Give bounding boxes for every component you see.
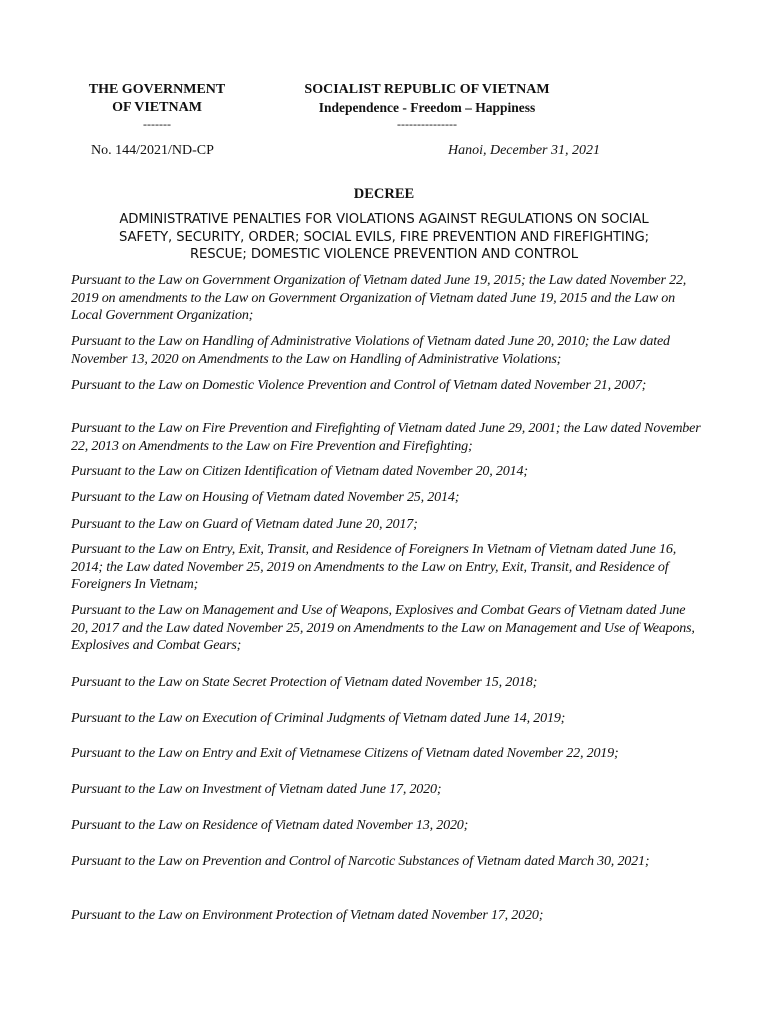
preamble-paragraph: Pursuant to the Law on Execution of Criminal Judgments of Vietnam dated June 14, 2019; [71, 710, 566, 726]
country-name: SOCIALIST REPUBLIC OF VIETNAM [304, 82, 550, 97]
preamble-paragraph: Pursuant to the Law on Housing of Vietnam dated November 25, 2014; [71, 489, 460, 505]
national-title-block [272, 81, 582, 131]
preamble-paragraph: Pursuant to the Law on State Secret Protection of Vietnam dated November 15, 2018; [71, 674, 538, 690]
document-number: No. 144/2021/ND-CP [91, 143, 214, 158]
decree-subtitle-line: ADMINISTRATIVE PENALTIES FOR VIOLATIONS AGAINST REGULATIONS ON SOCIAL [119, 212, 649, 227]
decree-subtitle-line: SAFETY, SECURITY, ORDER; SOCIAL EVILS, FIRE PREVENTION AND FIREFIGHTING; [118, 229, 650, 245]
decree-subtitle [72, 211, 696, 264]
issuer-block [62, 81, 252, 131]
issuer-divider: ------- [143, 117, 171, 131]
preamble-paragraph: Pursuant to the Law on Prevention and Control of Narcotic Substances of Vietnam dated March 30, 2021; [71, 853, 650, 869]
issuer-name-line1: THE GOVERNMENT [88, 82, 226, 97]
decree-subtitle-line: RESCUE; DOMESTIC VIOLENCE PREVENTION AND CONTROL [189, 247, 579, 262]
preamble-paragraph: Pursuant to the Law on Residence of Vietnam dated November 13, 2020; [71, 817, 469, 833]
preamble-paragraph: Pursuant to the Law on Entry and Exit of Vietnamese Citizens of Vietnam dated November 22, 2019; [71, 745, 619, 761]
preamble-paragraph: Pursuant to the Law on Guard of Vietnam dated June 20, 2017; [71, 516, 418, 532]
document-date: Hanoi, December 31, 2021 [447, 143, 600, 158]
preamble-paragraph: Pursuant to the Law on Citizen Identification of Vietnam dated November 20, 2014; [71, 463, 528, 479]
issuer-name-line2: OF VIETNAM [112, 100, 202, 115]
preamble-paragraph: Pursuant to the Law on Domestic Violence Prevention and Control of Vietnam dated November 21, 2007; [71, 377, 647, 393]
preamble-paragraph: Pursuant to the Law on Environment Protection of Vietnam dated November 17, 2020; [71, 907, 544, 923]
decree-title: DECREE [353, 186, 415, 202]
preamble-paragraph: Pursuant to the Law on Entry, Exit, Transit, and Residence of Foreigners In Vietnam of Vietnam dated June 16, 2014; the Law dated November 25, 2019 on Amendments to the Law on Entry, Exit, Transit, and Residence of Foreigners In Vietnam; [71, 541, 677, 593]
preamble-paragraph: Pursuant to the Law on Investment of Vietnam dated June 17, 2020; [71, 781, 442, 797]
national-motto: Independence - Freedom – Happiness [318, 100, 536, 115]
preamble-paragraph: Pursuant to the Law on Fire Prevention and Firefighting of Vietnam dated June 29, 2001; the Law dated November 22, 2013 on Amendments to the Law on Fire Prevention and Firefighting; [71, 420, 701, 454]
national-divider: --------------- [397, 117, 457, 131]
preamble-paragraph: Pursuant to the Law on Government Organization of Vietnam dated June 19, 2015; the Law dated November 22, 2019 on amendments to the Law on Government Organization of Vietnam dated June 19, 2015 and the Law on Local Government Organization; [71, 272, 687, 324]
preamble-paragraph: Pursuant to the Law on Management and Use of Weapons, Explosives and Combat Gears of Vietnam dated June 20, 2017 and the Law dated November 25, 2019 on Amendments to the Law on Management and Use of Weapons, Explosives and Combat Gears; [71, 602, 695, 654]
preamble-paragraph: Pursuant to the Law on Handling of Administrative Violations of Vietnam dated June 20, 2010; the Law dated November 13, 2020 on Amendments to the Law on Handling of Administrative Violations; [71, 333, 670, 367]
